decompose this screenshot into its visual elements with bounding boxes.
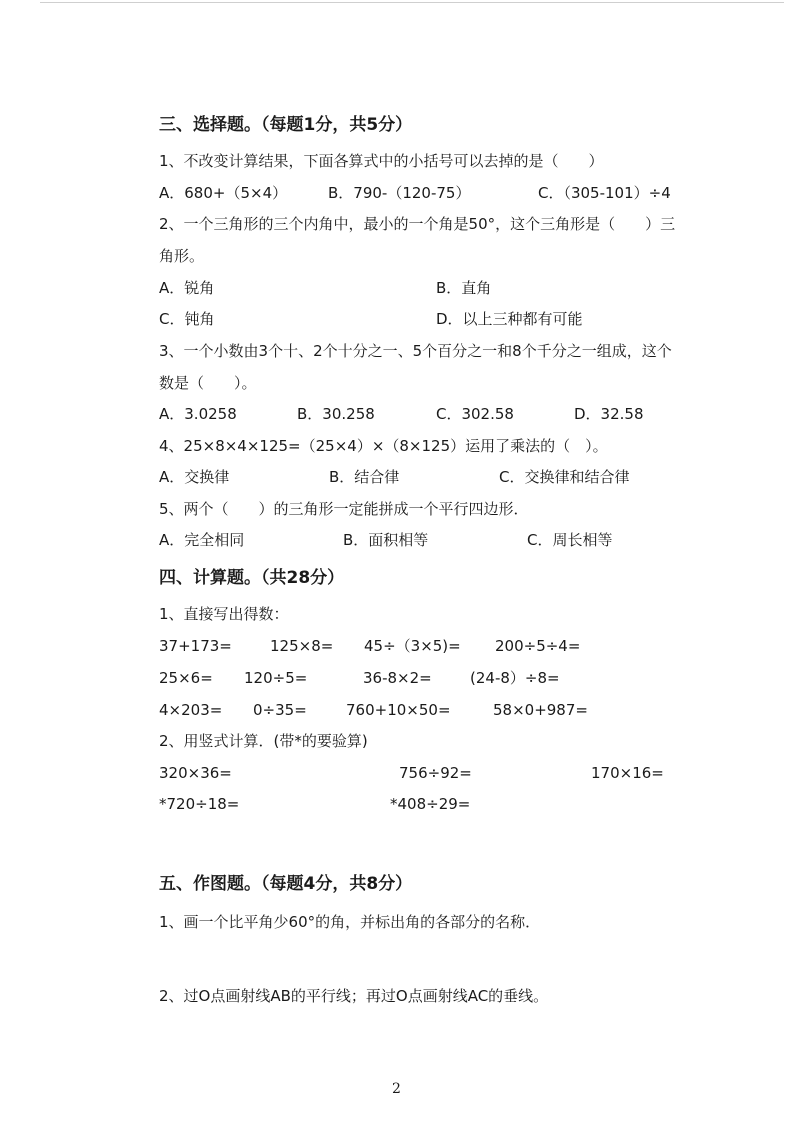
calc-item: 25×6= bbox=[159, 669, 213, 687]
vertical-calc-item: 170×16= bbox=[591, 764, 664, 782]
q2-stem-line2: 角形。 bbox=[159, 247, 205, 265]
page-number: 2 bbox=[392, 1081, 401, 1097]
q3-option-a: A．3.0258 bbox=[159, 405, 237, 423]
q1-stem: 1、不改变计算结果，下面各算式中的小括号可以去掉的是（ ） bbox=[159, 152, 604, 170]
q4-option-b: B．结合律 bbox=[329, 468, 400, 486]
q2-stem-line1: 2、一个三角形的三个内角中，最小的一个角是50°，这个三角形是（ ）三 bbox=[159, 215, 676, 233]
section-5-title: 五、作图题。（每题4分，共8分） bbox=[159, 874, 413, 894]
q3-option-b: B．30.258 bbox=[297, 405, 375, 423]
q2-option-c: C．钝角 bbox=[159, 310, 215, 328]
calc-part1-stem: 1、直接写出得数： bbox=[159, 605, 289, 623]
q4-option-c: C．交换律和结合律 bbox=[499, 468, 630, 486]
q3-option-d: D．32.58 bbox=[574, 405, 644, 423]
calc-item: 760+10×50= bbox=[346, 701, 451, 719]
section-4-title: 四、计算题。（共28分） bbox=[159, 568, 345, 588]
page-top-border bbox=[40, 2, 784, 3]
q4-stem: 4、25×8×4×125=（25×4）×（8×125）运用了乘法的（ ）。 bbox=[159, 437, 608, 455]
q1-option-b: B．790-（120-75） bbox=[328, 184, 471, 202]
q3-stem-line2: 数是（ ）。 bbox=[159, 374, 257, 392]
vertical-calc-item: *408÷29= bbox=[390, 795, 471, 813]
calc-item: 45÷（3×5)= bbox=[364, 637, 461, 655]
q5-option-b: B．面积相等 bbox=[343, 531, 429, 549]
q5-stem: 5、两个（ ）的三角形一定能拼成一个平行四边形． bbox=[159, 500, 529, 518]
q5-option-a: A．完全相同 bbox=[159, 531, 245, 549]
q2-option-b: B．直角 bbox=[436, 279, 492, 297]
calc-part2-stem: 2、用竖式计算．(带*的要验算) bbox=[159, 732, 368, 750]
q2-option-a: A．锐角 bbox=[159, 279, 215, 297]
q1-option-a: A．680+（5×4） bbox=[159, 184, 288, 202]
section-3-title: 三、选择题。（每题1分，共5分） bbox=[159, 115, 413, 135]
calc-item: 0÷35= bbox=[253, 701, 307, 719]
calc-item: 125×8= bbox=[270, 637, 334, 655]
vertical-calc-item: *720÷18= bbox=[159, 795, 240, 813]
drawing-q1: 1、画一个比平角少60°的角，并标出角的各部分的名称． bbox=[159, 913, 541, 931]
vertical-calc-item: 320×36= bbox=[159, 764, 232, 782]
q5-option-c: C．周长相等 bbox=[527, 531, 613, 549]
calc-item: 37+173= bbox=[159, 637, 232, 655]
calc-item: 200÷5÷4= bbox=[495, 637, 581, 655]
calc-item: 4×203= bbox=[159, 701, 223, 719]
q4-option-a: A．交换律 bbox=[159, 468, 230, 486]
q1-option-c: C．（305-101）÷4 bbox=[538, 184, 671, 202]
q3-option-c: C．302.58 bbox=[436, 405, 514, 423]
calc-item: 120÷5= bbox=[244, 669, 308, 687]
vertical-calc-item: 756÷92= bbox=[399, 764, 472, 782]
drawing-q2: 2、过O点画射线AB的平行线；再过O点画射线AC的垂线。 bbox=[159, 987, 549, 1005]
calc-item: 36-8×2= bbox=[363, 669, 432, 687]
q2-option-d: D．以上三种都有可能 bbox=[436, 310, 583, 328]
calc-item: (24-8）÷8= bbox=[470, 669, 560, 687]
q3-stem-line1: 3、一个小数由3个十、2个十分之一、5个百分之一和8个千分之一组成，这个 bbox=[159, 342, 672, 360]
calc-item: 58×0+987= bbox=[493, 701, 588, 719]
